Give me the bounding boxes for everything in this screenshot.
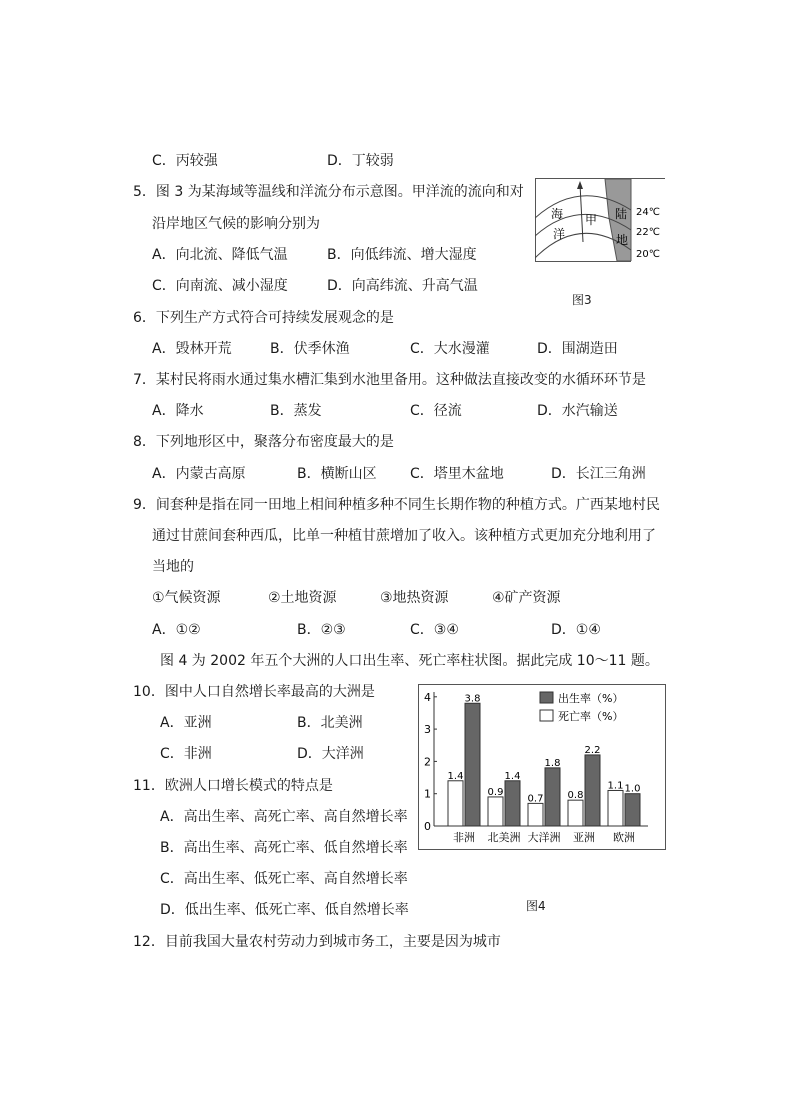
bar-death [448,781,463,826]
text-line: B．高出生率、高死亡率、低自然增长率 [160,840,408,856]
bar-death [528,803,543,826]
data-label: 0.8 [567,790,584,802]
figure-4-caption: 图4 [526,899,546,913]
legend-label: 出生率（%） [558,692,624,705]
text-line: D．围湖造田 [537,341,618,357]
y-tick-label: 2 [424,755,431,769]
y-tick-label: 1 [424,787,431,801]
y-tick-label: 4 [424,690,431,704]
text-line: D．向高纬流、升高气温 [327,278,478,294]
data-label: 1.1 [607,780,624,792]
text-line: 图 4 为 2002 年五个大洲的人口出生率、死亡率柱状图。据此完成 10～11 题。 [160,653,659,669]
text-line: 8．下列地形区中，聚落分布密度最大的是 [133,434,394,450]
text-line: 12．目前我国大量农村劳动力到城市务工，主要是因为城市 [133,934,501,950]
text-line: 10．图中人口自然增长率最高的大洲是 [133,684,375,700]
text-line: A．毁林开荒 [152,341,232,357]
fig3-label-land1: 陆 [615,207,628,221]
data-label: 1.0 [624,783,641,795]
text-line: ③地热资源 [380,590,449,606]
text-line: A．①② [152,622,201,638]
fig3-label-sea1: 海 [551,207,564,221]
text-line: 通过甘蔗间套种西瓜，比单一种植甘蔗增加了收入。该种植方式更加充分地利用了 [152,528,656,544]
text-line: 7．某村民将雨水通过集水槽汇集到水池里备用。这种做法直接改变的水循环环节是 [133,372,646,388]
text-line: B．蒸发 [270,403,322,419]
bar-death [488,797,503,826]
data-label: 0.7 [527,793,544,805]
text-line: D．水汽输送 [537,403,618,419]
text-line: C．高出生率、低死亡率、高自然增长率 [160,871,408,887]
text-line: A．降水 [152,403,204,419]
text-line: 当地的 [152,559,194,575]
text-line: 11．欧洲人口增长模式的特点是 [133,778,333,794]
text-line: D．丁较弱 [327,153,394,169]
legend-swatch [540,692,553,703]
text-line: ④矿产资源 [492,590,561,606]
text-line: D．①④ [551,622,601,638]
bar-death [608,790,623,826]
figure-4-bar-chart [418,684,666,850]
data-label: 2.2 [584,744,601,756]
text-line: A．高出生率、高死亡率、高自然增长率 [160,809,408,825]
text-line: A．内蒙古高原 [152,466,246,482]
fig3-label-current: 甲 [585,213,598,227]
text-line: A．向北流、降低气温 [152,247,288,263]
text-line: D．低出生率、低死亡率、低自然增长率 [160,902,409,918]
isotherm-24: 24℃ [636,207,660,218]
data-label: 1.8 [544,757,561,769]
text-line: B．②③ [297,622,346,638]
data-label: 3.8 [464,693,481,705]
text-line: A．亚洲 [160,715,212,731]
text-line: 6．下列生产方式符合可持续发展观念的是 [133,310,394,326]
figure-3-caption: 图3 [572,293,592,307]
text-line: B．向低纬流、增大湿度 [327,247,477,263]
text-line: 沿岸地区气候的影响分别为 [152,216,320,232]
bar-birth [465,703,480,826]
figure-3-ocean-current-map [535,178,665,262]
y-tick-label: 3 [424,723,431,737]
isotherm-22: 22℃ [636,227,660,238]
text-line: D．长江三角洲 [551,466,646,482]
text-line: 9．间套种是指在同一田地上相间种植多种不同生长期作物的种植方式。广西某地村民 [133,497,660,513]
legend-swatch [540,710,553,721]
data-label: 1.4 [504,770,521,782]
bar-death [568,800,583,826]
text-line: B．北美洲 [297,715,363,731]
text-line: B．伏季休渔 [270,341,350,357]
text-line: C．非洲 [160,746,212,762]
text-line: C．向南流、减小湿度 [152,278,288,294]
bar-birth [505,781,520,826]
text-line: ①气候资源 [152,590,221,606]
text-line: C．径流 [410,403,462,419]
x-tick-label: 亚洲 [573,831,595,844]
fig3-label-land2: 地 [616,233,629,247]
legend-label: 死亡率（%） [558,710,624,723]
bar-birth [625,794,640,826]
x-tick-label: 欧洲 [613,831,635,844]
bar-birth [585,755,600,826]
text-line: 5．图 3 为某海域等温线和洋流分布示意图。甲洋流的流向和对 [133,184,524,200]
isotherm-20: 20℃ [636,249,660,260]
text-line: ②土地资源 [268,590,337,606]
text-line: C．塔里木盆地 [410,466,504,482]
text-line: D．大洋洲 [297,746,364,762]
x-tick-label: 大洋洲 [527,831,561,844]
data-label: 1.4 [447,770,464,782]
x-tick-label: 非洲 [453,831,475,844]
data-label: 0.9 [487,786,504,798]
text-line: C．大水漫灌 [410,341,490,357]
text-line: C．③④ [410,622,459,638]
y-tick-label: 0 [424,820,431,833]
fig3-label-sea2: 洋 [553,227,566,241]
text-line: C．丙较强 [152,153,218,169]
x-tick-label: 北美洲 [487,831,521,844]
bar-birth [545,768,560,826]
text-line: B．横断山区 [297,466,377,482]
